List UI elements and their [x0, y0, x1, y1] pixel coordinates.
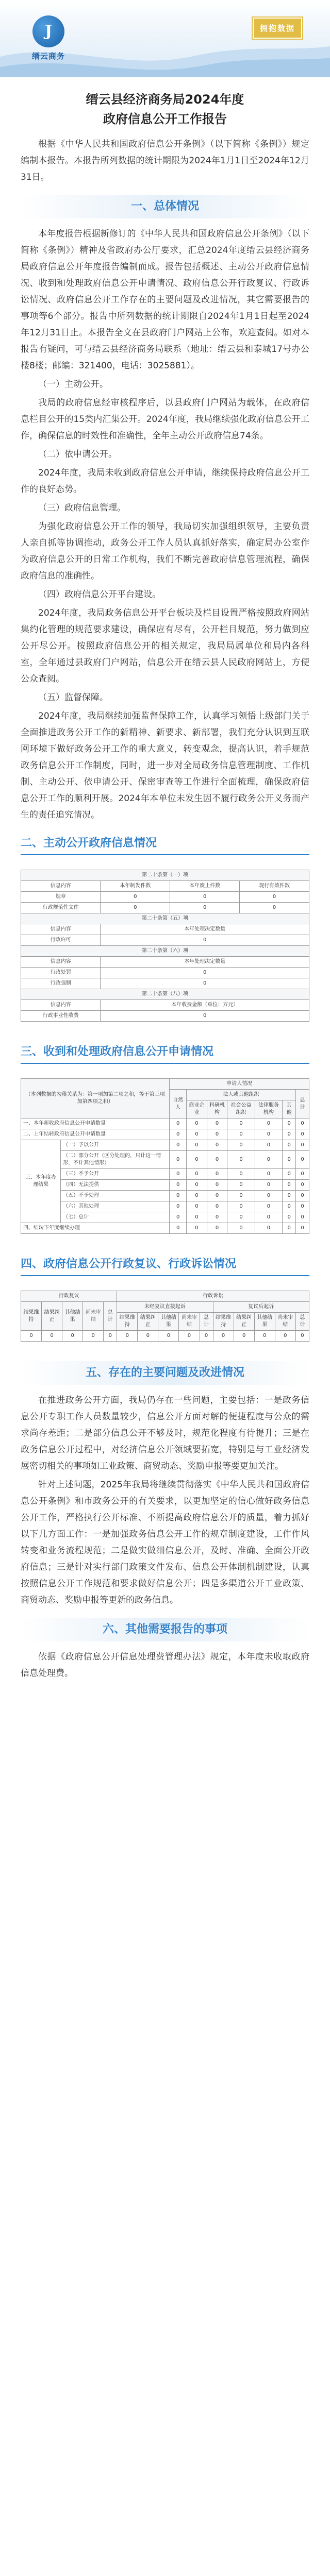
table-cell: 0	[275, 1331, 295, 1342]
table-cell: 0	[170, 903, 240, 913]
table-cell: 未经复议直接起诉	[117, 1302, 213, 1313]
table-cell: 0	[234, 1331, 254, 1342]
table-cell: 0	[283, 1201, 296, 1212]
logo-mark: J	[32, 15, 64, 47]
table-cell: 0	[117, 1331, 138, 1342]
table-cell: 0	[207, 1201, 227, 1212]
proactive-disclosure-table	[21, 870, 309, 1022]
table-cell: 0	[200, 1331, 213, 1342]
problems-paragraph: 在推进政务公开方面，我局仍存在一些问题，主要包括：一是政务信息公开专职工作人员数量较少，信息公开方面对解的便捷程度与公众的需求尚存差距；二是部分信息公开不够及时，规范化程度有待提升；三是在政务信息公开过程中，对经济信息公开领域要拓宽，特别是与工业经济发展密切相关的事项如工业政策、商贸动态、奖励申报等要更加关注。	[21, 1395, 309, 1471]
table-cell: 0	[101, 935, 309, 946]
table-cell: 0	[207, 1191, 227, 1201]
section-heading-problems: 五、存在的主要问题及改进情况	[21, 1361, 309, 1385]
table-row-header: 第二十条第（一）项	[21, 870, 309, 881]
table-cell: 0	[296, 1118, 309, 1129]
table-cell: 0	[255, 1180, 282, 1191]
section-heading-review-litigation: 四、政府信息公开行政复议、行政诉讼情况	[21, 1256, 309, 1276]
table-cell: 二、上年结转政府信息公开申请数量	[21, 1129, 170, 1140]
table-cell: 商业企业	[187, 1100, 207, 1118]
report-content	[0, 133, 330, 1682]
report-title	[0, 77, 330, 133]
table-cell: 法人或其他组织	[187, 1090, 296, 1100]
table-cell: 0	[227, 1169, 255, 1180]
logo-text: 缙云商务	[31, 52, 65, 61]
table-cell: 0	[296, 1191, 309, 1201]
table-cell: 0	[227, 1212, 255, 1223]
table-cell: 0	[296, 1169, 309, 1180]
table-cell: 行政许可	[21, 935, 101, 946]
table-cell: 0	[227, 1191, 255, 1201]
table-cell: 0	[187, 1129, 207, 1140]
overview-paragraph: 本年度报告根据新修订的《中华人民共和国政府信息公开条例》（以下简称《条例》）精神及省政府办公厅要求，汇总2024年度缙云县经济商务局政府信息公开年度报告编制而成。报告包括概述、主动公开政府信息情况、收到和处理政府信息公开申请情况、政府信息公开行政复议、行政诉讼情况、政府信息公开工作存在的主要问题及改进情况，其它需要报告的事项等6个部分。报告中所列数据的统计期限自2024年1月1日起至2024年12月31日止。本报告全文在县政府门户网站上公布，欢迎查阅。如对本报告有疑问，可与缙云县经济商务局联系（地址：缙云县和泰城17号办公楼8楼；邮编：321400，电话：3025881）。	[21, 229, 309, 371]
table-cell: 0	[170, 1169, 187, 1180]
table-cell: 结果维持	[117, 1313, 138, 1331]
table-cell: 行政处罚	[21, 968, 101, 978]
table-cell: 0	[187, 1140, 207, 1151]
table-cell: 0	[207, 1212, 227, 1223]
platform-paragraph: 2024年度，我局政务信息公开平台板块及栏目设置严格按照政府网站集约化管理的规范要求建设，确保应有尽有，公开栏目规范，努力做到应公开尽公开。按照政府信息公开的相关规定，我局局属单位和局内各科室，全年通过县政府门户网站，信息公开在缙云县人民政府网站上，方便公众查阅。	[21, 608, 309, 684]
table-cell: 0	[207, 1180, 227, 1191]
table-cell: 0	[187, 1212, 207, 1223]
table-cell: 尚未审结	[275, 1313, 295, 1331]
table-cell: （五）不予处理	[61, 1191, 170, 1201]
table-cell: 0	[255, 1201, 282, 1212]
title-line-1: 缙云县经济商务局2024年度	[86, 92, 244, 107]
table-cell: 0	[240, 903, 309, 913]
applications-table-frame	[21, 1071, 309, 1244]
table-cell: 0	[207, 1140, 227, 1151]
table-cell: （四）无法提供	[61, 1180, 170, 1191]
table-row-header: 第二十条第（五）项	[21, 913, 309, 924]
table-cell: 0	[296, 1223, 309, 1234]
table-cell: 0	[283, 1191, 296, 1201]
intro-paragraph: 根据《中华人民共和国政府信息公开条例》（以下简称《条例》）规定编制本报告。本报告所列数据的统计期限为2024年1月1日至2024年12月31日。	[21, 139, 309, 182]
table-cell: 0	[283, 1223, 296, 1234]
subheading-supervision: （五）监督保障。	[38, 692, 108, 703]
table-row-header: 第二十条第（八）项	[21, 989, 309, 1000]
table-cell: 法律服务机构	[255, 1100, 282, 1118]
table-cell: 0	[170, 1129, 187, 1140]
table-cell: 0	[296, 1180, 309, 1191]
table-cell: 0	[227, 1151, 255, 1169]
table-cell: 0	[187, 1151, 207, 1169]
table-cell: 0	[283, 1180, 296, 1191]
table-cell: 0	[255, 1140, 282, 1151]
table-cell: （三）不予公开	[61, 1169, 170, 1180]
table-cell: 0	[170, 1151, 187, 1169]
table-cell: 信息内容	[21, 881, 101, 892]
table-cell: 0	[170, 1212, 187, 1223]
proactive-disclosure-table-frame	[21, 862, 309, 1032]
table-cell: 0	[187, 1201, 207, 1212]
table-cell: 0	[283, 1140, 296, 1151]
management-paragraph: 为强化政府信息公开工作的领导，我局切实加强组织领导，主要负责人亲自抓等协调推动，政务公开工作人员认真抓好落实，确定局办公室作为政府信息公开的日常工作机构，我们不断完善政府信息管理流程，确保政府信息的准确性。	[21, 521, 309, 581]
table-cell: 行政规范性文件	[21, 903, 101, 913]
table-cell: 0	[255, 1212, 282, 1223]
table-cell: 0	[213, 1331, 234, 1342]
table-cell: 信息内容	[21, 1000, 101, 1011]
table-cell: 0	[138, 1331, 158, 1342]
review-litigation-table	[21, 1291, 309, 1342]
table-cell: 0	[255, 1223, 282, 1234]
table-cell: 本年处理决定数量	[101, 957, 309, 968]
table-cell: 行政诉讼	[117, 1291, 309, 1302]
table-cell: 0	[187, 1169, 207, 1180]
table-cell: 0	[227, 1223, 255, 1234]
table-cell: 0	[207, 1223, 227, 1234]
table-cell: 0	[296, 1129, 309, 1140]
table-cell: 0	[170, 1191, 187, 1201]
subheading-management: （三）政府信息管理。	[38, 503, 126, 513]
table-cell: 0	[283, 1151, 296, 1169]
table-cell: 本年制发件数	[101, 881, 170, 892]
table-cell: 0	[187, 1180, 207, 1191]
supervision-paragraph: 2024年度，我局继续加强监督保障工作，认真学习领悟上级部门关于全面推进政务公开工作的新精神、新要求、新部署，我们充分认识到互联网环境下做好政务公开工作的重大意义，转变观念，提高认识，着手规范政务信息公开工作制度，同时，进一步对全局政务信息管理制度、工作机制、主动公开、依申请公开、保密审查等工作进行全面梳理，确保政府信息公开工作的顺利开展。2024年本单位未发生因不履行政务公开义务而产生的责任追究情况。	[21, 711, 309, 820]
table-cell: 0	[207, 1118, 227, 1129]
table-cell: 0	[296, 1140, 309, 1151]
table-cell: 本年收费金额（单位：万元）	[101, 1000, 309, 1011]
table-cell: 其他结果	[62, 1302, 83, 1331]
table-cell: 本年废止件数	[170, 881, 240, 892]
table-cell: 0	[170, 1180, 187, 1191]
table-cell: 0	[283, 1212, 296, 1223]
table-cell: 0	[227, 1129, 255, 1140]
table-cell: 0	[170, 1118, 187, 1129]
applications-table	[21, 1078, 309, 1234]
table-cell: 0	[101, 903, 170, 913]
table-cell: 行政强制	[21, 978, 101, 989]
table-cell: 科研机构	[207, 1100, 227, 1118]
table-cell: 0	[255, 1191, 282, 1201]
table-cell: （六）其他处理	[61, 1201, 170, 1212]
table-cell: 结果纠正	[138, 1313, 158, 1331]
table-cell: 规章	[21, 892, 101, 903]
table-cell: 结果维持	[21, 1302, 42, 1331]
table-cell: 0	[227, 1180, 255, 1191]
header-stamp: 拥抱数据	[253, 18, 302, 39]
table-cell: 0	[83, 1331, 104, 1342]
table-cell: 0	[42, 1331, 62, 1342]
table-cell: 总计	[296, 1090, 309, 1118]
table-row-header: 第二十条第（六）项	[21, 946, 309, 957]
section-heading-overview: 一、总体情况	[21, 195, 309, 218]
table-cell: 0	[255, 1118, 282, 1129]
table-cell: 0	[255, 1151, 282, 1169]
bureau-logo	[18, 15, 79, 61]
proactive-paragraph: 我局的政府信息经审核程序后，以县政府门户网站为载体，在政府信息栏目公开的15类内汇集公开。2024年度，我局继续强化政府信息公开工作，确保信息的时效性和准确性，全年主动公开政府信息74条。	[21, 398, 309, 441]
table-cell: 四、结转下年度继续办理	[21, 1223, 170, 1234]
table-cell: 总计	[104, 1302, 117, 1331]
table-cell: 0	[187, 1191, 207, 1201]
table-cell: 申请人情况	[170, 1079, 309, 1090]
table-cell: 0	[207, 1169, 227, 1180]
table-cell: 结果纠正	[234, 1313, 254, 1331]
table-cell: 0	[179, 1331, 200, 1342]
table-cell: 其他结果	[158, 1313, 179, 1331]
subheading-on-request: （二）依申请公开。	[38, 449, 117, 460]
table-cell: 结果纠正	[42, 1302, 62, 1331]
table-cell: 0	[158, 1331, 179, 1342]
table-cell: 0	[101, 892, 170, 903]
table-cell: 尚未审结	[83, 1302, 104, 1331]
table-cell: （二）部分公开（区分处理的，只计这一情形，不计其他情形）	[61, 1151, 170, 1169]
table-cell: 0	[240, 892, 309, 903]
on-request-paragraph: 2024年度，我局未收到政府信息公开申请，继续保持政府信息公开工作的良好态势。	[21, 468, 309, 495]
table-cell: 总计	[200, 1313, 213, 1331]
section-heading-applications: 三、收到和处理政府信息公开申请情况	[21, 1043, 309, 1064]
table-cell: 0	[283, 1129, 296, 1140]
table-cell: 0	[254, 1331, 275, 1342]
section-heading-proactive-disclosure: 二、主动公开政府信息情况	[21, 835, 309, 855]
table-cell: 其他结果	[254, 1313, 275, 1331]
table-cell: 社会公益组织	[227, 1100, 255, 1118]
subheading-proactive: （一）主动公开。	[38, 379, 108, 389]
table-cell: 结果维持	[213, 1313, 234, 1331]
table-cell: 0	[170, 1140, 187, 1151]
page-header	[0, 0, 330, 77]
table-cell: 行政事业性收费	[21, 1011, 101, 1022]
table-cell: 三、本年度办理结果	[21, 1140, 61, 1223]
table-cell: 0	[101, 968, 309, 978]
other-matters-paragraph: 依据《政府信息公开信息处理费管理办法》规定，本年度未收取政府信息处理费。	[21, 1652, 309, 1679]
table-cell: 自然人	[170, 1090, 187, 1118]
table-cell: 0	[207, 1151, 227, 1169]
table-cell: 0	[187, 1223, 207, 1234]
table-cell: 总计	[295, 1313, 309, 1331]
table-cell: 0	[255, 1129, 282, 1140]
table-cell: 0	[170, 892, 240, 903]
table-cell: 0	[283, 1118, 296, 1129]
table-cell: 0	[255, 1169, 282, 1180]
table-cell: 0	[170, 1223, 187, 1234]
table-cell: 0	[101, 978, 309, 989]
table-cell: 0	[104, 1331, 117, 1342]
table-cell: 0	[227, 1201, 255, 1212]
table-cell: 复议后起诉	[213, 1302, 309, 1313]
table-cell: （本列数据的勾稽关系为：第一项加第二项之和，等于第三项加第四项之和）	[21, 1079, 170, 1118]
table-cell: 0	[170, 1201, 187, 1212]
table-cell: 0	[227, 1140, 255, 1151]
table-cell: 0	[296, 1201, 309, 1212]
table-cell: 0	[101, 1011, 309, 1022]
table-cell: 信息内容	[21, 924, 101, 935]
title-line-2: 政府信息公开工作报告	[103, 112, 227, 126]
table-cell: 本年处理决定数量	[101, 924, 309, 935]
section-heading-other-matters: 六、其他需要报告的事项	[21, 1618, 309, 1641]
table-cell: 尚未审结	[179, 1313, 200, 1331]
table-cell: 现行有效件数	[240, 881, 309, 892]
table-cell: 行政复议	[21, 1291, 117, 1302]
table-cell: 0	[296, 1212, 309, 1223]
table-cell: （七）总计	[61, 1212, 170, 1223]
table-cell: 0	[187, 1118, 207, 1129]
table-cell: 0	[62, 1331, 83, 1342]
table-cell: 信息内容	[21, 957, 101, 968]
subheading-platform: （四）政府信息公开平台建设。	[38, 589, 161, 600]
table-cell: 其他	[283, 1100, 296, 1118]
review-litigation-table-frame	[21, 1283, 309, 1352]
table-cell: 一、本年新收政府信息公开申请数量	[21, 1118, 170, 1129]
table-cell: 0	[296, 1151, 309, 1169]
table-cell: 0	[207, 1129, 227, 1140]
table-cell: 0	[21, 1331, 42, 1342]
table-cell: （一）予以公开	[61, 1140, 170, 1151]
table-cell: 0	[227, 1118, 255, 1129]
table-cell: 0	[295, 1331, 309, 1342]
table-cell: 0	[283, 1169, 296, 1180]
improvements-paragraph: 针对上述问题，2025年我局将继续贯彻落实《中华人民共和国政府信息公开条例》和市政务公开的有关要求，以更加坚定的信心做好政务信息公开工作，严格执行公开标准、不断提高政府信息公开的质量，着力抓好以下几方面工作：一是加强政务信息公开工作的规章制度建设，工作作风转变和业务流程规范；二是做实做细信息公开，及时、准确、全面公开政府信息；三是针对实行部门政策文件发布、信息公开体制机制建设，认真按照信息公开工作规范和要求做好信息公开；四是多渠道公开工业政策、商贸动态、奖励申报等更新的政务信息。	[21, 1480, 309, 1605]
